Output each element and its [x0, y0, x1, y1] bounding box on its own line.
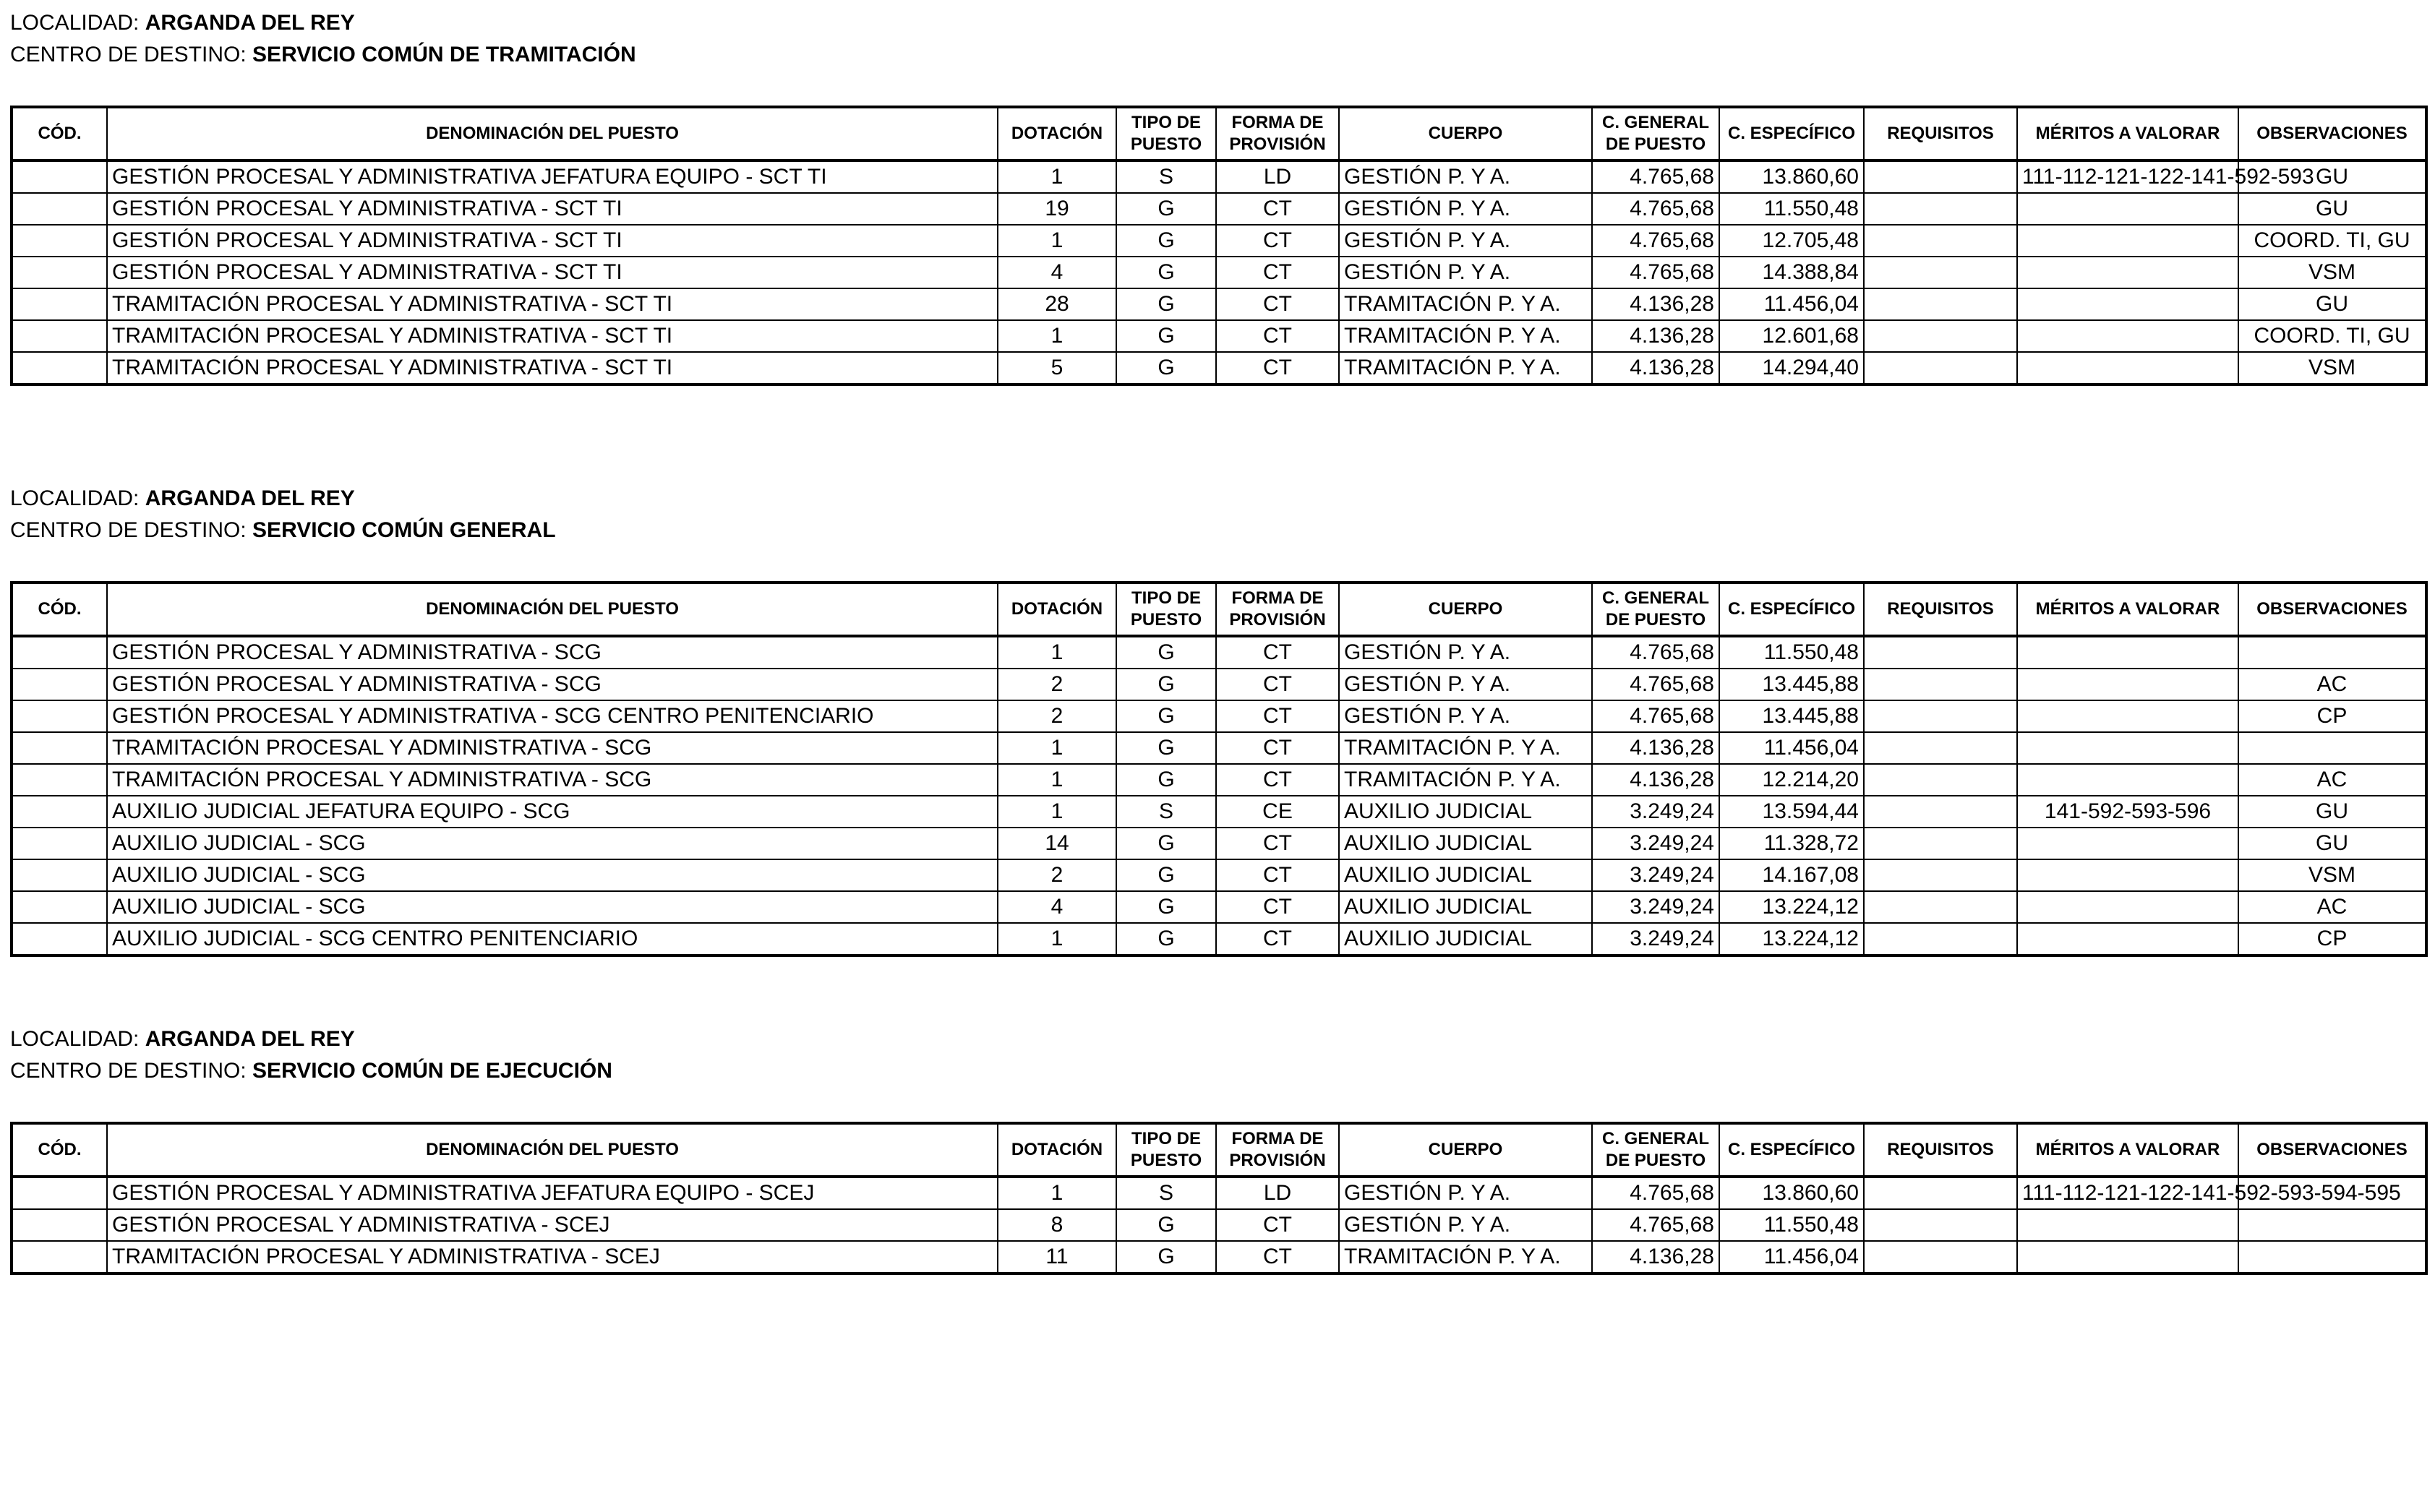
centro-label: CENTRO DE DESTINO: [10, 1059, 247, 1083]
centro-value: SERVICIO COMÚN GENERAL [252, 518, 556, 542]
c-general-cell: 3.249,24 [1592, 859, 1719, 891]
observaciones-cell: VSM [2238, 257, 2426, 288]
observaciones-cell: CP [2238, 700, 2426, 732]
cod-cell [12, 859, 107, 891]
dotacion-cell: 2 [998, 669, 1116, 700]
observaciones-cell: AC [2238, 669, 2426, 700]
dotacion-cell: 1 [998, 160, 1116, 193]
requisitos-cell [1864, 1209, 2017, 1241]
c-general-cell: 4.765,68 [1592, 636, 1719, 669]
tipo-cell: G [1116, 636, 1216, 669]
forma-cell: LD [1216, 160, 1339, 193]
observaciones-cell: VSM [2238, 859, 2426, 891]
requisitos-cell [1864, 764, 2017, 796]
centro-line [10, 515, 2425, 546]
c-especifico-cell: 14.388,84 [1719, 257, 1864, 288]
cod-cell [12, 636, 107, 669]
col-cuerpo-header: CUERPO [1339, 583, 1592, 636]
c-general-cell: 4.136,28 [1592, 732, 1719, 764]
cuerpo-cell: AUXILIO JUDICIAL [1339, 828, 1592, 859]
denominacion-cell: GESTIÓN PROCESAL Y ADMINISTRATIVA - SCT TI [107, 193, 998, 225]
cod-cell [12, 225, 107, 257]
c-especifico-cell: 11.550,48 [1719, 1209, 1864, 1241]
table-row [12, 636, 2426, 669]
denominacion-cell: AUXILIO JUDICIAL - SCG [107, 828, 998, 859]
forma-cell: CT [1216, 700, 1339, 732]
c-especifico-cell: 13.594,44 [1719, 796, 1864, 828]
c-general-cell: 4.765,68 [1592, 225, 1719, 257]
observaciones-cell: VSM [2238, 352, 2426, 385]
cuerpo-cell: GESTIÓN P. Y A. [1339, 700, 1592, 732]
denominacion-cell: TRAMITACIÓN PROCESAL Y ADMINISTRATIVA - SCG [107, 732, 998, 764]
requisitos-cell [1864, 859, 2017, 891]
dotacion-cell: 4 [998, 257, 1116, 288]
tipo-cell: G [1116, 320, 1216, 352]
forma-cell: CT [1216, 1209, 1339, 1241]
cuerpo-cell: GESTIÓN P. Y A. [1339, 160, 1592, 193]
forma-cell: CT [1216, 288, 1339, 320]
tipo-cell: S [1116, 796, 1216, 828]
positions-table [10, 1122, 2428, 1275]
col-denominacion-header: DENOMINACIÓN DEL PUESTO [107, 107, 998, 160]
col-general-header: C. GENERAL DE PUESTO [1592, 1123, 1719, 1177]
dotacion-cell: 1 [998, 225, 1116, 257]
localidad-line [10, 483, 2425, 515]
meritos-cell [2017, 257, 2238, 288]
col-cod-header: CÓD. [12, 583, 107, 636]
col-denominacion-header: DENOMINACIÓN DEL PUESTO [107, 1123, 998, 1177]
tipo-cell: G [1116, 764, 1216, 796]
dotacion-cell: 2 [998, 700, 1116, 732]
table-row [12, 732, 2426, 764]
table-row [12, 320, 2426, 352]
dotacion-cell: 1 [998, 320, 1116, 352]
c-general-cell: 3.249,24 [1592, 796, 1719, 828]
c-especifico-cell: 11.328,72 [1719, 828, 1864, 859]
meritos-cell: 111-112-121-122-141-592-593-594-595 [2017, 1177, 2238, 1209]
col-meritos-header: MÉRITOS A VALORAR [2017, 583, 2238, 636]
requisitos-cell [1864, 796, 2017, 828]
header-row [12, 107, 2426, 160]
c-general-cell: 4.136,28 [1592, 288, 1719, 320]
observaciones-cell: GU [2238, 796, 2426, 828]
tipo-cell: G [1116, 732, 1216, 764]
c-general-cell: 4.765,68 [1592, 193, 1719, 225]
denominacion-cell: GESTIÓN PROCESAL Y ADMINISTRATIVA - SCG [107, 669, 998, 700]
centro-value: SERVICIO COMÚN DE EJECUCIÓN [252, 1059, 612, 1083]
cuerpo-cell: TRAMITACIÓN P. Y A. [1339, 288, 1592, 320]
dotacion-cell: 2 [998, 859, 1116, 891]
positions-table [10, 106, 2428, 386]
c-especifico-cell: 13.860,60 [1719, 160, 1864, 193]
c-especifico-cell: 11.456,04 [1719, 288, 1864, 320]
meritos-cell [2017, 859, 2238, 891]
tipo-cell: G [1116, 352, 1216, 385]
forma-cell: CT [1216, 352, 1339, 385]
cod-cell [12, 320, 107, 352]
denominacion-cell: TRAMITACIÓN PROCESAL Y ADMINISTRATIVA - SCT TI [107, 352, 998, 385]
forma-cell: CT [1216, 891, 1339, 923]
forma-cell: CT [1216, 1241, 1339, 1273]
col-cuerpo-header: CUERPO [1339, 107, 1592, 160]
meritos-cell [2017, 636, 2238, 669]
c-general-cell: 4.765,68 [1592, 257, 1719, 288]
denominacion-cell: AUXILIO JUDICIAL - SCG [107, 859, 998, 891]
col-general-header: C. GENERAL DE PUESTO [1592, 583, 1719, 636]
centro-label: CENTRO DE DESTINO: [10, 43, 247, 66]
section-3 [10, 1023, 2425, 1268]
col-forma-header: FORMA DE PROVISIÓN [1216, 1123, 1339, 1177]
observaciones-cell: GU [2238, 288, 2426, 320]
col-dotacion-header: DOTACIÓN [998, 1123, 1116, 1177]
denominacion-cell: AUXILIO JUDICIAL - SCG CENTRO PENITENCIARIO [107, 923, 998, 955]
c-general-cell: 3.249,24 [1592, 891, 1719, 923]
col-observaciones-header: OBSERVACIONES [2238, 107, 2426, 160]
col-forma-header: FORMA DE PROVISIÓN [1216, 583, 1339, 636]
cuerpo-cell: AUXILIO JUDICIAL [1339, 796, 1592, 828]
tipo-cell: S [1116, 160, 1216, 193]
c-general-cell: 3.249,24 [1592, 923, 1719, 955]
col-general-header: C. GENERAL DE PUESTO [1592, 107, 1719, 160]
cod-cell [12, 257, 107, 288]
requisitos-cell [1864, 320, 2017, 352]
positions-table [10, 581, 2428, 957]
forma-cell: CT [1216, 225, 1339, 257]
denominacion-cell: GESTIÓN PROCESAL Y ADMINISTRATIVA - SCT TI [107, 257, 998, 288]
dotacion-cell: 1 [998, 636, 1116, 669]
table-row [12, 288, 2426, 320]
c-especifico-cell: 13.445,88 [1719, 700, 1864, 732]
c-especifico-cell: 13.860,60 [1719, 1177, 1864, 1209]
table-row [12, 1241, 2426, 1273]
col-denominacion-header: DENOMINACIÓN DEL PUESTO [107, 583, 998, 636]
centro-value: SERVICIO COMÚN DE TRAMITACIÓN [252, 43, 636, 66]
col-tipo-header: TIPO DE PUESTO [1116, 583, 1216, 636]
meritos-cell [2017, 1209, 2238, 1241]
c-especifico-cell: 13.224,12 [1719, 923, 1864, 955]
observaciones-cell [2238, 1209, 2426, 1241]
c-general-cell: 4.765,68 [1592, 1177, 1719, 1209]
centro-label: CENTRO DE DESTINO: [10, 518, 247, 542]
meritos-cell [2017, 352, 2238, 385]
meritos-cell [2017, 225, 2238, 257]
cod-cell [12, 193, 107, 225]
denominacion-cell: AUXILIO JUDICIAL JEFATURA EQUIPO - SCG [107, 796, 998, 828]
meritos-cell: 141-592-593-596 [2017, 796, 2238, 828]
header-row [12, 1123, 2426, 1177]
cod-cell [12, 1241, 107, 1273]
tipo-cell: G [1116, 1241, 1216, 1273]
cod-cell [12, 669, 107, 700]
col-requisitos-header: REQUISITOS [1864, 107, 2017, 160]
dotacion-cell: 1 [998, 796, 1116, 828]
cuerpo-cell: AUXILIO JUDICIAL [1339, 859, 1592, 891]
tipo-cell: G [1116, 193, 1216, 225]
c-especifico-cell: 11.456,04 [1719, 1241, 1864, 1273]
col-meritos-header: MÉRITOS A VALORAR [2017, 107, 2238, 160]
observaciones-cell: GU [2238, 193, 2426, 225]
cuerpo-cell: TRAMITACIÓN P. Y A. [1339, 732, 1592, 764]
c-general-cell: 3.249,24 [1592, 828, 1719, 859]
cod-cell [12, 732, 107, 764]
c-general-cell: 4.765,68 [1592, 669, 1719, 700]
c-especifico-cell: 11.456,04 [1719, 732, 1864, 764]
table-row [12, 193, 2426, 225]
observaciones-cell: AC [2238, 764, 2426, 796]
col-tipo-header: TIPO DE PUESTO [1116, 1123, 1216, 1177]
c-especifico-cell: 12.705,48 [1719, 225, 1864, 257]
col-dotacion-header: DOTACIÓN [998, 107, 1116, 160]
cod-cell [12, 891, 107, 923]
c-general-cell: 4.136,28 [1592, 1241, 1719, 1273]
table-row [12, 669, 2426, 700]
col-forma-header: FORMA DE PROVISIÓN [1216, 107, 1339, 160]
c-especifico-cell: 13.445,88 [1719, 669, 1864, 700]
localidad-label: LOCALIDAD: [10, 11, 140, 35]
table-row [12, 828, 2426, 859]
forma-cell: CT [1216, 257, 1339, 288]
meritos-cell [2017, 828, 2238, 859]
dotacion-cell: 14 [998, 828, 1116, 859]
table-row [12, 1209, 2426, 1241]
cuerpo-cell: TRAMITACIÓN P. Y A. [1339, 1241, 1592, 1273]
dotacion-cell: 5 [998, 352, 1116, 385]
c-general-cell: 4.136,28 [1592, 320, 1719, 352]
tipo-cell: G [1116, 1209, 1216, 1241]
dotacion-cell: 11 [998, 1241, 1116, 1273]
denominacion-cell: TRAMITACIÓN PROCESAL Y ADMINISTRATIVA - SCT TI [107, 320, 998, 352]
cuerpo-cell: GESTIÓN P. Y A. [1339, 636, 1592, 669]
dotacion-cell: 1 [998, 1177, 1116, 1209]
observaciones-cell: CP [2238, 923, 2426, 955]
meritos-cell: 111-112-121-122-141-592-593 [2017, 160, 2238, 193]
dotacion-cell: 1 [998, 764, 1116, 796]
localidad-value: ARGANDA DEL REY [145, 11, 355, 35]
forma-cell: CT [1216, 669, 1339, 700]
meritos-cell [2017, 288, 2238, 320]
forma-cell: CT [1216, 859, 1339, 891]
forma-cell: CT [1216, 193, 1339, 225]
table-row [12, 700, 2426, 732]
table-row [12, 796, 2426, 828]
centro-line [10, 39, 2425, 71]
cod-cell [12, 1177, 107, 1209]
denominacion-cell: TRAMITACIÓN PROCESAL Y ADMINISTRATIVA - SCEJ [107, 1241, 998, 1273]
col-tipo-header: TIPO DE PUESTO [1116, 107, 1216, 160]
dotacion-cell: 28 [998, 288, 1116, 320]
dotacion-cell: 1 [998, 923, 1116, 955]
requisitos-cell [1864, 828, 2017, 859]
requisitos-cell [1864, 732, 2017, 764]
dotacion-cell: 4 [998, 891, 1116, 923]
requisitos-cell [1864, 636, 2017, 669]
cod-cell [12, 288, 107, 320]
cod-cell [12, 828, 107, 859]
c-especifico-cell: 11.550,48 [1719, 193, 1864, 225]
tipo-cell: G [1116, 923, 1216, 955]
cuerpo-cell: TRAMITACIÓN P. Y A. [1339, 320, 1592, 352]
c-general-cell: 4.765,68 [1592, 700, 1719, 732]
localidad-label: LOCALIDAD: [10, 1027, 140, 1051]
tipo-cell: S [1116, 1177, 1216, 1209]
col-especifico-header: C. ESPECÍFICO [1719, 107, 1864, 160]
col-cuerpo-header: CUERPO [1339, 1123, 1592, 1177]
denominacion-cell: GESTIÓN PROCESAL Y ADMINISTRATIVA - SCG CENTRO PENITENCIARIO [107, 700, 998, 732]
cod-cell [12, 796, 107, 828]
table-row [12, 1177, 2426, 1209]
table-row [12, 891, 2426, 923]
observaciones-cell: COORD. TI, GU [2238, 225, 2426, 257]
cuerpo-cell: AUXILIO JUDICIAL [1339, 891, 1592, 923]
col-requisitos-header: REQUISITOS [1864, 583, 2017, 636]
dotacion-cell: 19 [998, 193, 1116, 225]
tipo-cell: G [1116, 225, 1216, 257]
tipo-cell: G [1116, 669, 1216, 700]
meritos-cell [2017, 320, 2238, 352]
col-observaciones-header: OBSERVACIONES [2238, 1123, 2426, 1177]
requisitos-cell [1864, 1177, 2017, 1209]
forma-cell: CT [1216, 732, 1339, 764]
requisitos-cell [1864, 352, 2017, 385]
observaciones-cell [2238, 732, 2426, 764]
table-row [12, 225, 2426, 257]
tipo-cell: G [1116, 700, 1216, 732]
observaciones-cell: AC [2238, 891, 2426, 923]
forma-cell: CE [1216, 796, 1339, 828]
tipo-cell: G [1116, 257, 1216, 288]
table-row [12, 764, 2426, 796]
c-general-cell: 4.136,28 [1592, 764, 1719, 796]
cod-cell [12, 352, 107, 385]
requisitos-cell [1864, 923, 2017, 955]
c-general-cell: 4.136,28 [1592, 352, 1719, 385]
c-especifico-cell: 12.601,68 [1719, 320, 1864, 352]
dotacion-cell: 8 [998, 1209, 1116, 1241]
c-especifico-cell: 13.224,12 [1719, 891, 1864, 923]
forma-cell: CT [1216, 320, 1339, 352]
requisitos-cell [1864, 1241, 2017, 1273]
cuerpo-cell: GESTIÓN P. Y A. [1339, 257, 1592, 288]
forma-cell: LD [1216, 1177, 1339, 1209]
observaciones-cell [2238, 1241, 2426, 1273]
cuerpo-cell: GESTIÓN P. Y A. [1339, 1177, 1592, 1209]
col-requisitos-header: REQUISITOS [1864, 1123, 2017, 1177]
meritos-cell [2017, 923, 2238, 955]
localidad-line [10, 1023, 2425, 1055]
cod-cell [12, 764, 107, 796]
table-row [12, 859, 2426, 891]
cuerpo-cell: AUXILIO JUDICIAL [1339, 923, 1592, 955]
cuerpo-cell: GESTIÓN P. Y A. [1339, 1209, 1592, 1241]
cod-cell [12, 923, 107, 955]
denominacion-cell: TRAMITACIÓN PROCESAL Y ADMINISTRATIVA - SCG [107, 764, 998, 796]
col-cod-header: CÓD. [12, 1123, 107, 1177]
meritos-cell [2017, 732, 2238, 764]
dotacion-cell: 1 [998, 732, 1116, 764]
table-row [12, 923, 2426, 955]
observaciones-cell: GU [2238, 160, 2426, 193]
requisitos-cell [1864, 225, 2017, 257]
table-row [12, 257, 2426, 288]
forma-cell: CT [1216, 636, 1339, 669]
c-especifico-cell: 14.167,08 [1719, 859, 1864, 891]
meritos-cell [2017, 669, 2238, 700]
denominacion-cell: GESTIÓN PROCESAL Y ADMINISTRATIVA JEFATURA EQUIPO - SCT TI [107, 160, 998, 193]
tipo-cell: G [1116, 288, 1216, 320]
meritos-cell [2017, 764, 2238, 796]
cuerpo-cell: TRAMITACIÓN P. Y A. [1339, 352, 1592, 385]
forma-cell: CT [1216, 923, 1339, 955]
cuerpo-cell: TRAMITACIÓN P. Y A. [1339, 764, 1592, 796]
section-1 [10, 7, 2425, 379]
col-meritos-header: MÉRITOS A VALORAR [2017, 1123, 2238, 1177]
observaciones-cell [2238, 636, 2426, 669]
header-row [12, 583, 2426, 636]
meritos-cell [2017, 891, 2238, 923]
section-2 [10, 483, 2425, 950]
localidad-line [10, 7, 2425, 39]
observaciones-cell: GU [2238, 828, 2426, 859]
requisitos-cell [1864, 193, 2017, 225]
cuerpo-cell: GESTIÓN P. Y A. [1339, 193, 1592, 225]
cuerpo-cell: GESTIÓN P. Y A. [1339, 669, 1592, 700]
c-general-cell: 4.765,68 [1592, 1209, 1719, 1241]
table-row [12, 352, 2426, 385]
localidad-value: ARGANDA DEL REY [145, 1027, 355, 1051]
meritos-cell [2017, 700, 2238, 732]
meritos-cell [2017, 193, 2238, 225]
centro-line [10, 1055, 2425, 1087]
requisitos-cell [1864, 669, 2017, 700]
c-general-cell: 4.765,68 [1592, 160, 1719, 193]
requisitos-cell [1864, 257, 2017, 288]
localidad-label: LOCALIDAD: [10, 486, 140, 510]
col-especifico-header: C. ESPECÍFICO [1719, 583, 1864, 636]
meritos-cell [2017, 1241, 2238, 1273]
requisitos-cell [1864, 700, 2017, 732]
forma-cell: CT [1216, 828, 1339, 859]
cod-cell [12, 700, 107, 732]
col-observaciones-header: OBSERVACIONES [2238, 583, 2426, 636]
forma-cell: CT [1216, 764, 1339, 796]
requisitos-cell [1864, 288, 2017, 320]
col-dotacion-header: DOTACIÓN [998, 583, 1116, 636]
cod-cell [12, 1209, 107, 1241]
requisitos-cell [1864, 160, 2017, 193]
denominacion-cell: GESTIÓN PROCESAL Y ADMINISTRATIVA - SCG [107, 636, 998, 669]
tipo-cell: G [1116, 828, 1216, 859]
c-especifico-cell: 12.214,20 [1719, 764, 1864, 796]
denominacion-cell: TRAMITACIÓN PROCESAL Y ADMINISTRATIVA - SCT TI [107, 288, 998, 320]
col-especifico-header: C. ESPECÍFICO [1719, 1123, 1864, 1177]
denominacion-cell: AUXILIO JUDICIAL - SCG [107, 891, 998, 923]
tipo-cell: G [1116, 859, 1216, 891]
tipo-cell: G [1116, 891, 1216, 923]
table-row [12, 160, 2426, 193]
requisitos-cell [1864, 891, 2017, 923]
c-especifico-cell: 11.550,48 [1719, 636, 1864, 669]
observaciones-cell: COORD. TI, GU [2238, 320, 2426, 352]
denominacion-cell: GESTIÓN PROCESAL Y ADMINISTRATIVA - SCEJ [107, 1209, 998, 1241]
cod-cell [12, 160, 107, 193]
c-especifico-cell: 14.294,40 [1719, 352, 1864, 385]
denominacion-cell: GESTIÓN PROCESAL Y ADMINISTRATIVA JEFATURA EQUIPO - SCEJ [107, 1177, 998, 1209]
cuerpo-cell: GESTIÓN P. Y A. [1339, 225, 1592, 257]
denominacion-cell: GESTIÓN PROCESAL Y ADMINISTRATIVA - SCT TI [107, 225, 998, 257]
col-cod-header: CÓD. [12, 107, 107, 160]
localidad-value: ARGANDA DEL REY [145, 486, 355, 510]
